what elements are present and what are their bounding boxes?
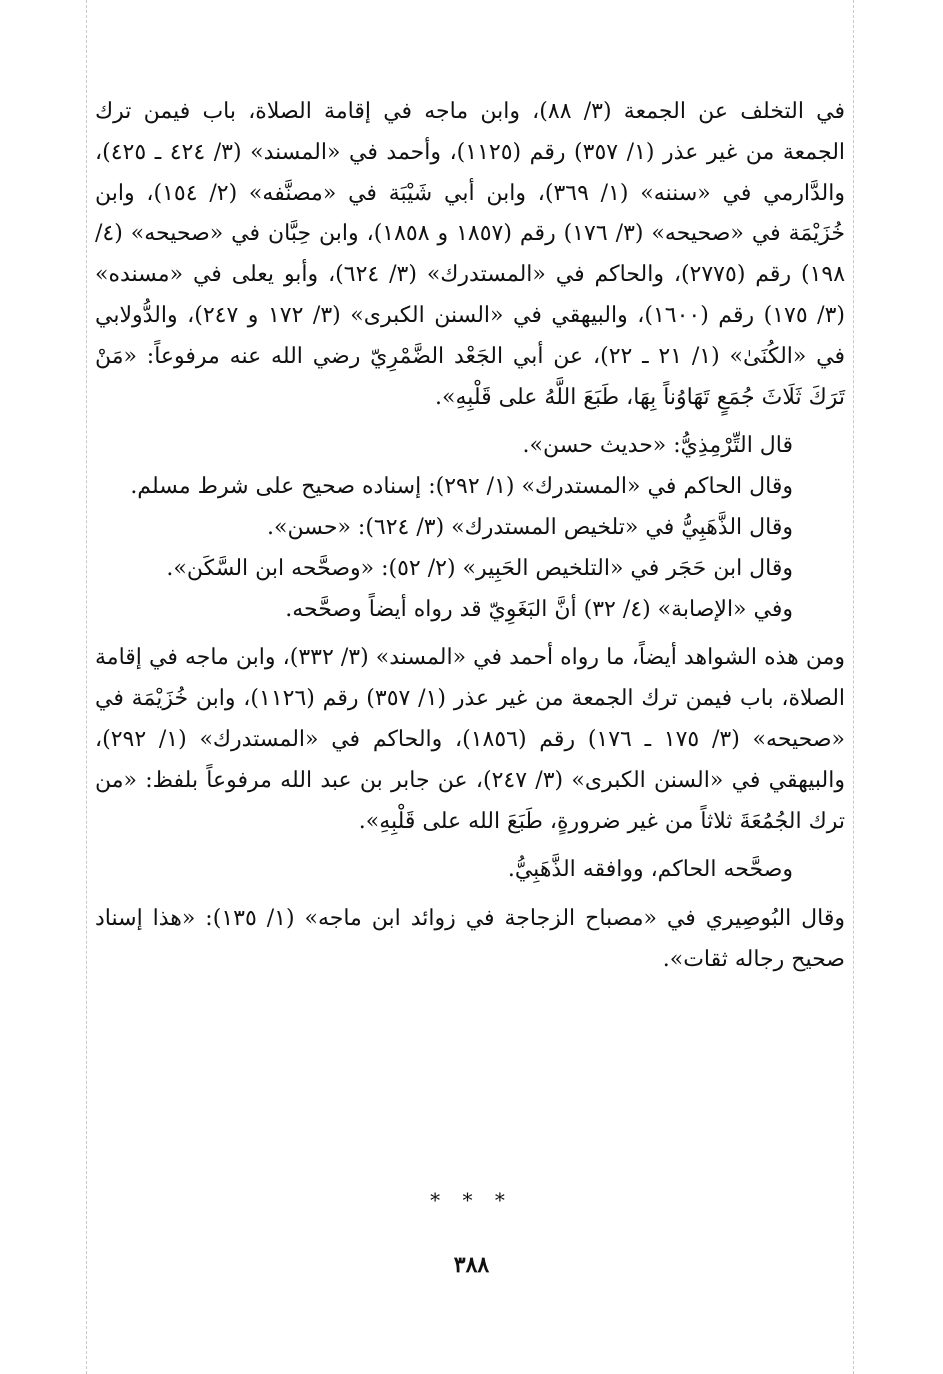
quote-tirmidhi: قال التِّرْمِذِيُّ: «حديث حسن». [522, 433, 793, 459]
section-separator: * * * [430, 1188, 513, 1212]
page-number: ٣٨٨ [453, 1252, 490, 1278]
quote-hakim: وقال الحاكم في «المستدرك» (١/ ٢٩٢): إسناده صحيح على شرط مسلم. [130, 474, 793, 500]
quote-isaba: وفي «الإصابة» (٤/ ٣٢) أنَّ البَغَوِيّ قد رواه أيضاً وصحَّحه. [285, 596, 793, 622]
scan-guide-right [853, 0, 854, 1374]
scan-guide-left [86, 0, 87, 1374]
paragraph-tashih: وصحَّحه الحاكم، ووافقه الذَّهَبِيُّ. [507, 857, 793, 883]
paragraph-busiri: وقال البُوصِيري في «مصباح الزجاجة في زوائد ابن ماجه» (١/ ١٣٥): «هذا إسناد صحيح رجاله ثقات». [95, 906, 846, 972]
paragraph-shawahid: ومن هذه الشواهد أيضاً، ما رواه أحمد في «المسند» (٣/ ٣٣٢)، وابن ماجه في إقامة الصلاة، باب فيمن ترك الجمعة من غير عذر (١/ ٣٥٧) رقم (١١٢٦)، وابن خُزَيْمَة في «صحيحه» (٣/ ١٧٥ ـ ١٧٦) رقم (١٨٥٦)، والحاكم في «المستدرك» (١/ ٢٩٢)، والبيهقي في «السنن الكبرى» (٣/ ٢٤٧)، عن جابر بن عبد الله مرفوعاً بلفظ: «من ترك الجُمُعَةَ ثلاثاً من غير ضرورةٍ، طَبَعَ الله على قَلْبِهِ». [95, 645, 846, 834]
paragraph-takhrij: في التخلف عن الجمعة (٣/ ٨٨)، وابن ماجه في إقامة الصلاة، باب فيمن ترك الجمعة من غير عذر (١/ ٣٥٧) رقم (١١٢٥)، وأحمد في «المسند» (٣/ ٤٢٤ ـ ٤٢٥)، والدَّارمي في «سننه» (١/ ٣٦٩)، وابن أبي شَيْبَة في «مصنَّفه» (٢/ ١٥٤)، وابن خُزَيْمَة في «صحيحه» (٣/ ١٧٦) رقم (١٨٥٧ و ١٨٥٨)، وابن حِبَّان في «صحيحه» (٤/ ١٩٨) رقم (٢٧٧٥)، والحاكم في «المستدرك» (٣/ ٦٢٤)، وأبو يعلى في «مسنده» (٣/ ١٧٥) رقم (١٦٠٠)، والبيهقي في «السنن الكبرى» (٣/ ١٧٢ و ٢٤٧)، والدُّولابي في «الكُنَىٰ» (١/ ٢١ ـ ٢٢)، عن أبي الجَعْد الضَّمْرِيّ رضي الله عنه مرفوعاً: «مَنْ تَرَكَ ثَلَاثَ جُمَعٍ تَهَاوُناً بِهَا، طَبَعَ اللَّهُ على قَلْبِهِ». [95, 99, 846, 410]
quote-ibn-hajar: وقال ابن حَجَر في «التلخيص الحَبِير» (٢/ ٥٢): «وصحَّحه ابن السَّكَن». [166, 555, 793, 581]
quote-dhahabi: وقال الذَّهَبِيُّ في «تلخيص المستدرك» (٣/ ٦٢٤): «حسن». [267, 514, 793, 540]
page-body [95, 92, 845, 981]
